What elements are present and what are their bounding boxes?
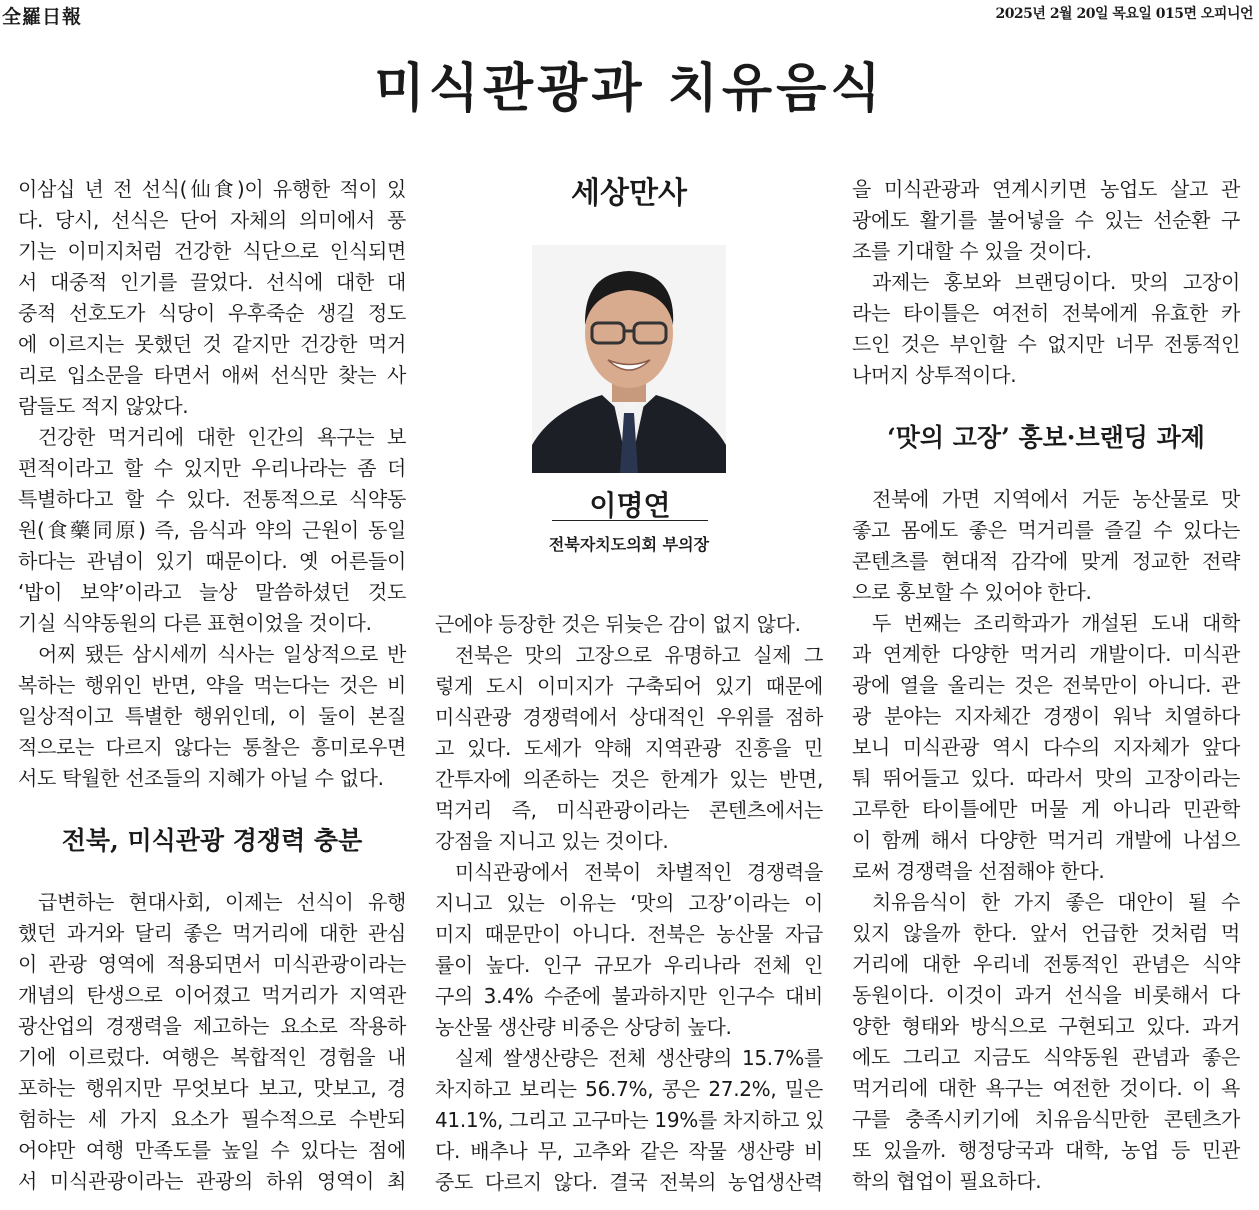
- text-line: 지니고 있는 이유는 ‘맛의 고장’이라는 이: [435, 891, 823, 915]
- text-line: 람들도 적지 않았다.: [18, 394, 189, 418]
- text-line: 퉈 뛰어들고 있다. 따라서 맛의 고장이라는: [852, 766, 1240, 790]
- text-line: 서 미식관광이라는 관광의 하위 영역이 최: [18, 1169, 406, 1193]
- text-line: 있지 않을까 한다. 앞서 언급한 것처럼 먹: [852, 921, 1240, 945]
- author-divider: [552, 520, 708, 521]
- article-paragraph: [18, 174, 406, 422]
- text-line: 거리에 대한 우리네 전통적인 관념은 식약: [852, 952, 1240, 976]
- text-line: 과 연계한 다양한 먹거리 개발이다. 미식관: [852, 642, 1240, 666]
- text-line: 보니 미식관광 역시 다수의 지자체가 앞다: [852, 735, 1240, 759]
- text-line: 양한 형태와 방식으로 구현되고 있다. 과거: [852, 1014, 1240, 1038]
- text-line: 급변하는 현대사회, 이제는 선식이 유행: [38, 890, 406, 914]
- text-line: 이 관광 영역에 적용되면서 미식관광이라는: [18, 952, 406, 976]
- text-line: 원(食藥同原) 즉, 음식과 약의 근원이 동일: [18, 518, 406, 542]
- text-line: 과제는 홍보와 브랜딩이다. 맛의 고장이: [872, 270, 1240, 294]
- text-line: 편적이라고 할 수 있지만 우리나라는 좀 더: [18, 456, 406, 480]
- text-line: 고 있다. 도세가 약해 지역관광 진흥을 민: [435, 736, 823, 760]
- text-line: 미지 때문만이 아니다. 전북은 농산물 자급: [435, 922, 823, 946]
- text-line: 전북은 맛의 고장으로 유명하고 실제 그: [455, 643, 823, 667]
- text-line: 먹거리 즉, 미식관광이라는 콘텐츠에서는: [435, 798, 823, 822]
- text-line: 차지하고 보리는 56.7%, 콩은 27.2%, 밀은: [435, 1077, 823, 1101]
- text-line: 농산물 생산량 비중은 상당히 높다.: [435, 1015, 732, 1039]
- text-line: 또 있을까. 행정당국과 대학, 농업 등 민관: [852, 1138, 1240, 1162]
- article-paragraph: [435, 1043, 823, 1198]
- text-line: 이삼십 년 전 선식(仙食)이 유행한 적이 있: [18, 177, 406, 201]
- author-photo: [532, 245, 726, 473]
- text-line: 좋고 몸에도 좋은 먹거리를 즐길 수 있다는: [852, 518, 1240, 542]
- text-line: 이 함께 해서 다양한 먹거리 개발에 나섬으: [852, 828, 1240, 852]
- text-line: 41.1%, 그리고 고구마는 19%를 차지하고 있: [435, 1108, 825, 1132]
- text-line: 동원이다. 이것이 과거 선식을 비롯해서 다: [852, 983, 1240, 1007]
- text-line: 조를 기대할 수 있을 것이다.: [852, 239, 1092, 263]
- text-line: 을 미식관광과 연계시키면 농업도 살고 관: [852, 177, 1240, 201]
- text-line: 나머지 상투적이다.: [852, 363, 1017, 387]
- text-line: 어찌 됐든 삼시세끼 식사는 일상적으로 반: [38, 642, 406, 666]
- article-paragraph: [852, 484, 1240, 608]
- text-line: 복하는 행위인 반면, 약을 먹는다는 것은 비: [18, 673, 406, 697]
- text-line: 광에 열을 올리는 것은 전북만이 아니다. 관: [852, 673, 1240, 697]
- author-position: 전북자치도의회 부의장: [548, 535, 710, 554]
- text-line: 험하는 세 가지 요소가 필수적으로 수반되: [18, 1107, 406, 1131]
- text-line: 두 번째는 조리학과가 개설된 도내 대학: [872, 611, 1240, 635]
- text-line: 치유음식이 한 가지 좋은 대안이 될 수: [872, 890, 1240, 914]
- text-line: 먹거리에 대한 욕구는 여전한 것이다. 이 욕: [852, 1076, 1240, 1100]
- text-line: 으로 홍보할 수 있어야 한다.: [852, 580, 1092, 604]
- text-line: 중도 다르지 않다. 결국 전북의 농업생산력: [435, 1170, 823, 1194]
- text-line: 했던 과거와 달리 좋은 먹거리에 대한 관심: [18, 921, 406, 945]
- text-line: 서 대중적 인기를 끌었다. 선식에 대한 대: [18, 270, 406, 294]
- text-line: 미식관광 경쟁력에서 상대적인 우위를 점하: [435, 705, 823, 729]
- text-line: 에도 그리고 지금도 식약동원 관념과 좋은: [852, 1045, 1240, 1069]
- text-line: ‘밥이 보약’이라고 늘상 말씀하셨던 것도: [18, 580, 406, 604]
- newspaper-logo: 全羅日報: [2, 6, 83, 28]
- text-line: 일상적이고 특별한 행위인데, 이 둘이 본질: [18, 704, 406, 728]
- text-line: 미식관광에서 전북이 차별적인 경쟁력을: [455, 860, 823, 884]
- text-line: 콘텐츠를 현대적 감각에 맞게 정교한 전략: [852, 549, 1240, 573]
- article-paragraph: [852, 887, 1240, 1197]
- article-paragraph: [852, 608, 1240, 887]
- text-line: 드인 것은 부인할 수 없지만 너무 전통적인: [852, 332, 1240, 356]
- text-line: 리로 입소문을 타면서 애써 선식만 찾는 사: [18, 363, 406, 387]
- article-paragraph: [18, 887, 406, 1197]
- dateline: 2025년 2월 20일 목요일 015면 오피니언: [995, 6, 1253, 22]
- article-column-3: [852, 174, 1240, 1197]
- text-line: 적으로는 다르지 않다는 통찰은 흥미로우면: [18, 735, 406, 759]
- text-line: 광산업의 경쟁력을 제고하는 요소로 작용하: [18, 1014, 406, 1038]
- article-paragraph: [435, 857, 823, 1043]
- text-line: 구를 충족시키기에 치유음식만한 콘텐츠가: [852, 1107, 1240, 1131]
- text-line: 기실 식약동원의 다른 표현이었을 것이다.: [18, 611, 372, 635]
- text-line: 광에도 활기를 불어넣을 수 있는 선순환 구: [852, 208, 1240, 232]
- text-line: 간투자에 의존하는 것은 한계가 있는 반면,: [435, 767, 823, 791]
- text-line: 근에야 등장한 것은 뒤늦은 감이 없지 않다.: [435, 612, 801, 636]
- article-column-2: [435, 609, 823, 1198]
- author-name: 이명연: [589, 489, 671, 522]
- column-series-title: 세상만사: [571, 176, 687, 211]
- section-subheading: ‘맛의 고장’ 홍보·브랜딩 과제: [887, 423, 1205, 452]
- text-line: 서도 탁월한 선조들의 지혜가 아닐 수 없다.: [18, 766, 384, 790]
- text-line: 기는 이미지처럼 건강한 식단으로 인식되면: [18, 239, 406, 263]
- text-line: 포하는 행위지만 무엇보다 보고, 맛보고, 경: [18, 1076, 406, 1100]
- article-column-1: [18, 174, 406, 1197]
- text-line: 강점을 지니고 있는 것이다.: [435, 829, 669, 853]
- text-line: 렇게 도시 이미지가 구축되어 있기 때문에: [435, 674, 823, 698]
- text-line: 기에 이르렀다. 여행은 복합적인 경험을 내: [18, 1045, 406, 1069]
- text-line: 구의 3.4% 수준에 불과하지만 인구수 대비: [435, 984, 823, 1008]
- text-line: 전북에 가면 지역에서 거둔 농산물로 맛: [872, 487, 1240, 511]
- article-paragraph: [18, 639, 406, 794]
- text-line: 다. 배추나 무, 고추와 같은 작물 생산량 비: [435, 1139, 823, 1163]
- text-line: 어야만 여행 만족도를 높일 수 있다는 점에: [18, 1138, 406, 1162]
- text-line: 특별하다고 할 수 있다. 전통적으로 식약동: [18, 487, 406, 511]
- text-line: 중적 선호도가 식당이 우후죽순 생길 정도: [18, 301, 406, 325]
- text-line: 로써 경쟁력을 선점해야 한다.: [852, 859, 1105, 883]
- page-title: 미식관광과 치유음식: [374, 58, 885, 119]
- article-paragraph: [852, 174, 1240, 267]
- text-line: 라는 타이틀은 여전히 전북에게 유효한 카: [852, 301, 1240, 325]
- article-paragraph: [852, 267, 1240, 391]
- text-line: 건강한 먹거리에 대한 인간의 욕구는 보: [38, 425, 406, 449]
- text-line: 실제 쌀생산량은 전체 생산량의 15.7%를: [455, 1046, 823, 1070]
- text-line: 광 분야는 지자체간 경쟁이 워낙 치열하다: [852, 704, 1240, 728]
- text-line: 률이 높다. 인구 규모가 우리나라 전체 인: [435, 953, 823, 977]
- text-line: 에 이르지는 못했던 것 같지만 건강한 먹거: [18, 332, 406, 356]
- text-line: 학의 협업이 필요하다.: [852, 1169, 1042, 1193]
- text-line: 하다는 관념이 있기 때문이다. 옛 어른들이: [18, 549, 406, 573]
- article-paragraph: [18, 422, 406, 639]
- text-line: 고루한 타이틀에만 머물 게 아니라 민관학: [852, 797, 1240, 821]
- article-paragraph: [435, 609, 823, 640]
- text-line: 다. 당시, 선식은 단어 자체의 의미에서 풍: [18, 208, 406, 232]
- article-paragraph: [435, 640, 823, 857]
- section-subheading: 전북, 미식관광 경쟁력 충분: [61, 826, 363, 855]
- text-line: 개념의 탄생으로 이어졌고 먹거리가 지역관: [18, 983, 406, 1007]
